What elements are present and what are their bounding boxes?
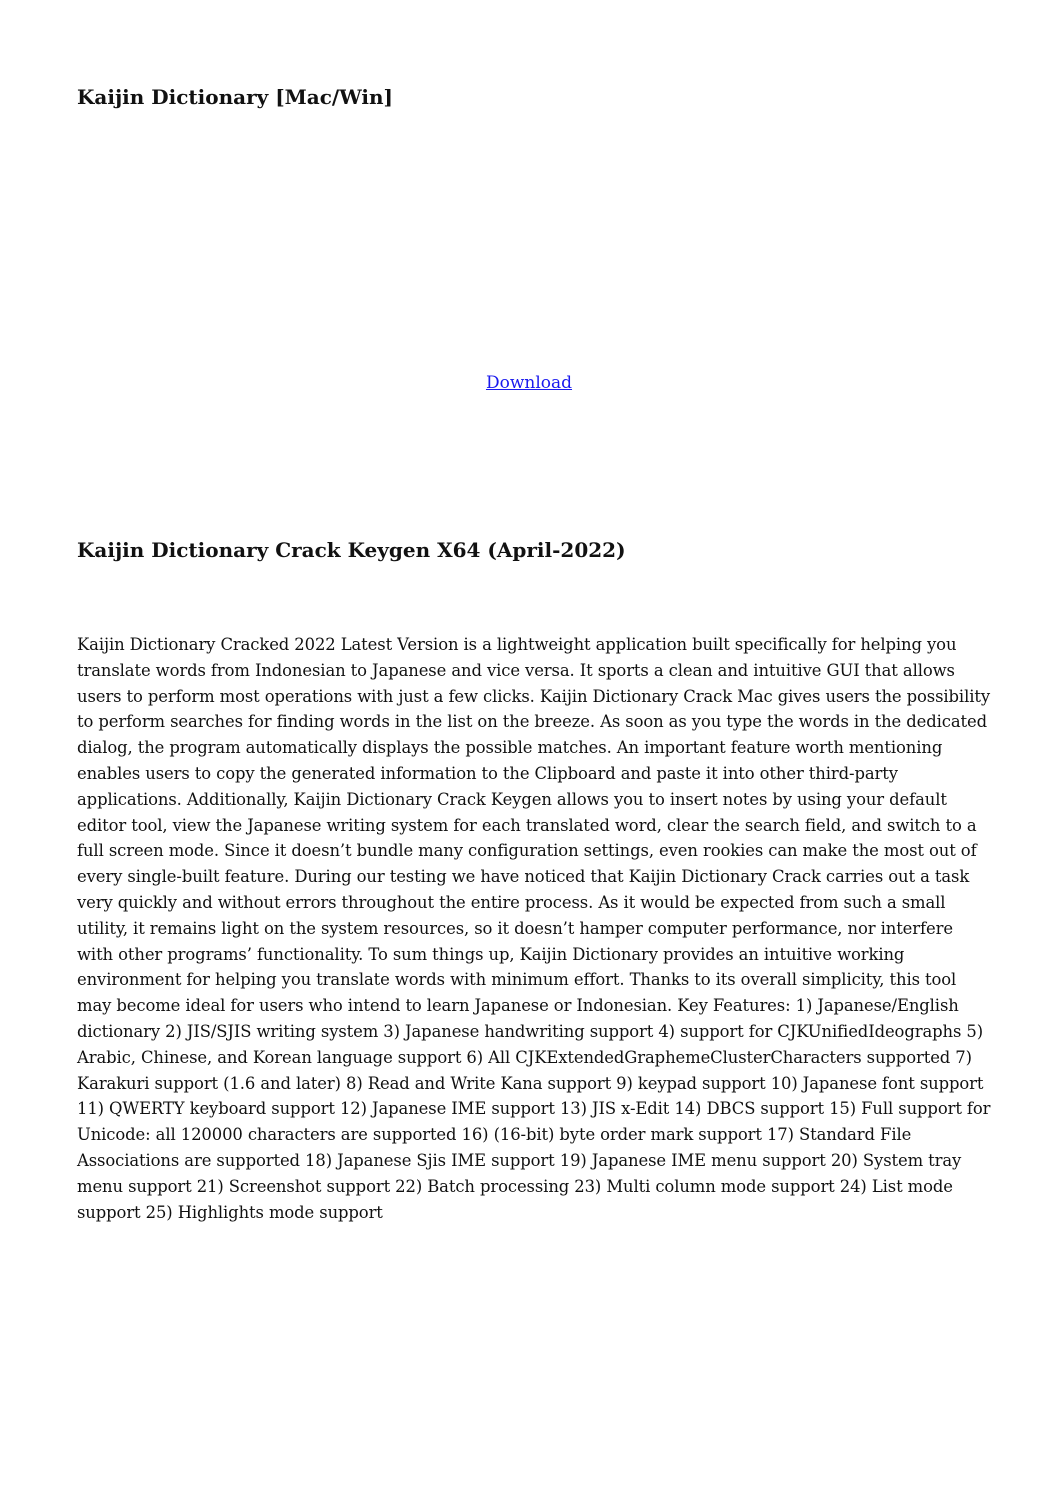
download-link[interactable]: Download (485, 373, 573, 393)
body-paragraph: Kaijin Dictionary Cracked 2022 Latest Version is a lightweight application built specifically for helping you translate words from Indonesian to Japanese and vice versa. It sports a clean and intuitive GUI that allows users to perform most operations with just a few clicks. Kaijin Dictionary Crack Mac gives users the possibility to perform searches for finding words in the list on the breeze. As soon as you type the words in the dedicated dialog, the program automatically displays the possible matches. An important feature worth mentioning enables users to copy the generated information to the Clipboard and paste it into other third-party applications. Additionally, Kaijin Dictionary Crack Keygen allows you to insert notes by using your default editor tool, view the Japanese writing system for each translated word, clear the search field, and switch to a full screen mode. Since it doesn’t bundle many configuration settings, even rookies can make the most out of every single-built feature. During our testing we have noticed that Kaijin Dictionary Crack carries out a task very quickly and without errors throughout the entire process. As it would be expected from such a small utility, it remains light on the system resources, so it doesn’t hamper computer performance, nor interfere with other programs’ functionality. To sum things up, Kaijin Dictionary provides an intuitive working environment for helping you translate words with minimum effort. Thanks to its overall simplicity, this tool may become ideal for users who intend to learn Japanese or Indonesian. Key Features: 1) Japanese/English dictionary 2) JIS/SJIS writing system 3) Japanese handwriting support 4) support for CJKUnifiedIdeographs 5) Arabic, Chinese, and Korean language support 6) All CJKExtendedGraphemeClusterCharacters supported 7) Karakuri support (1.6 and later) 8) Read and Write Kana support 9) keypad support 10) Japanese font support 11) QWERTY keyboard support 12) Japanese IME support 13) JIS x-Edit 14) DBCS support 15) Full support for Unicode: all 120000 characters are supported 16) (16-bit) byte order mark support 17) Standard File Associations are supported 18) Japanese Sjis IME support 19) Japanese IME menu support 20) System tray menu support 21) Screenshot support 22) Batch processing 23) Multi column mode support 24) List mode support 25) Highlights mode support (77, 635, 991, 1222)
download-link-container (0, 371, 1058, 395)
page-title: Kaijin Dictionary [Mac/Win] (77, 85, 393, 109)
section-heading: Kaijin Dictionary Crack Keygen X64 (April-2022) (77, 538, 626, 562)
